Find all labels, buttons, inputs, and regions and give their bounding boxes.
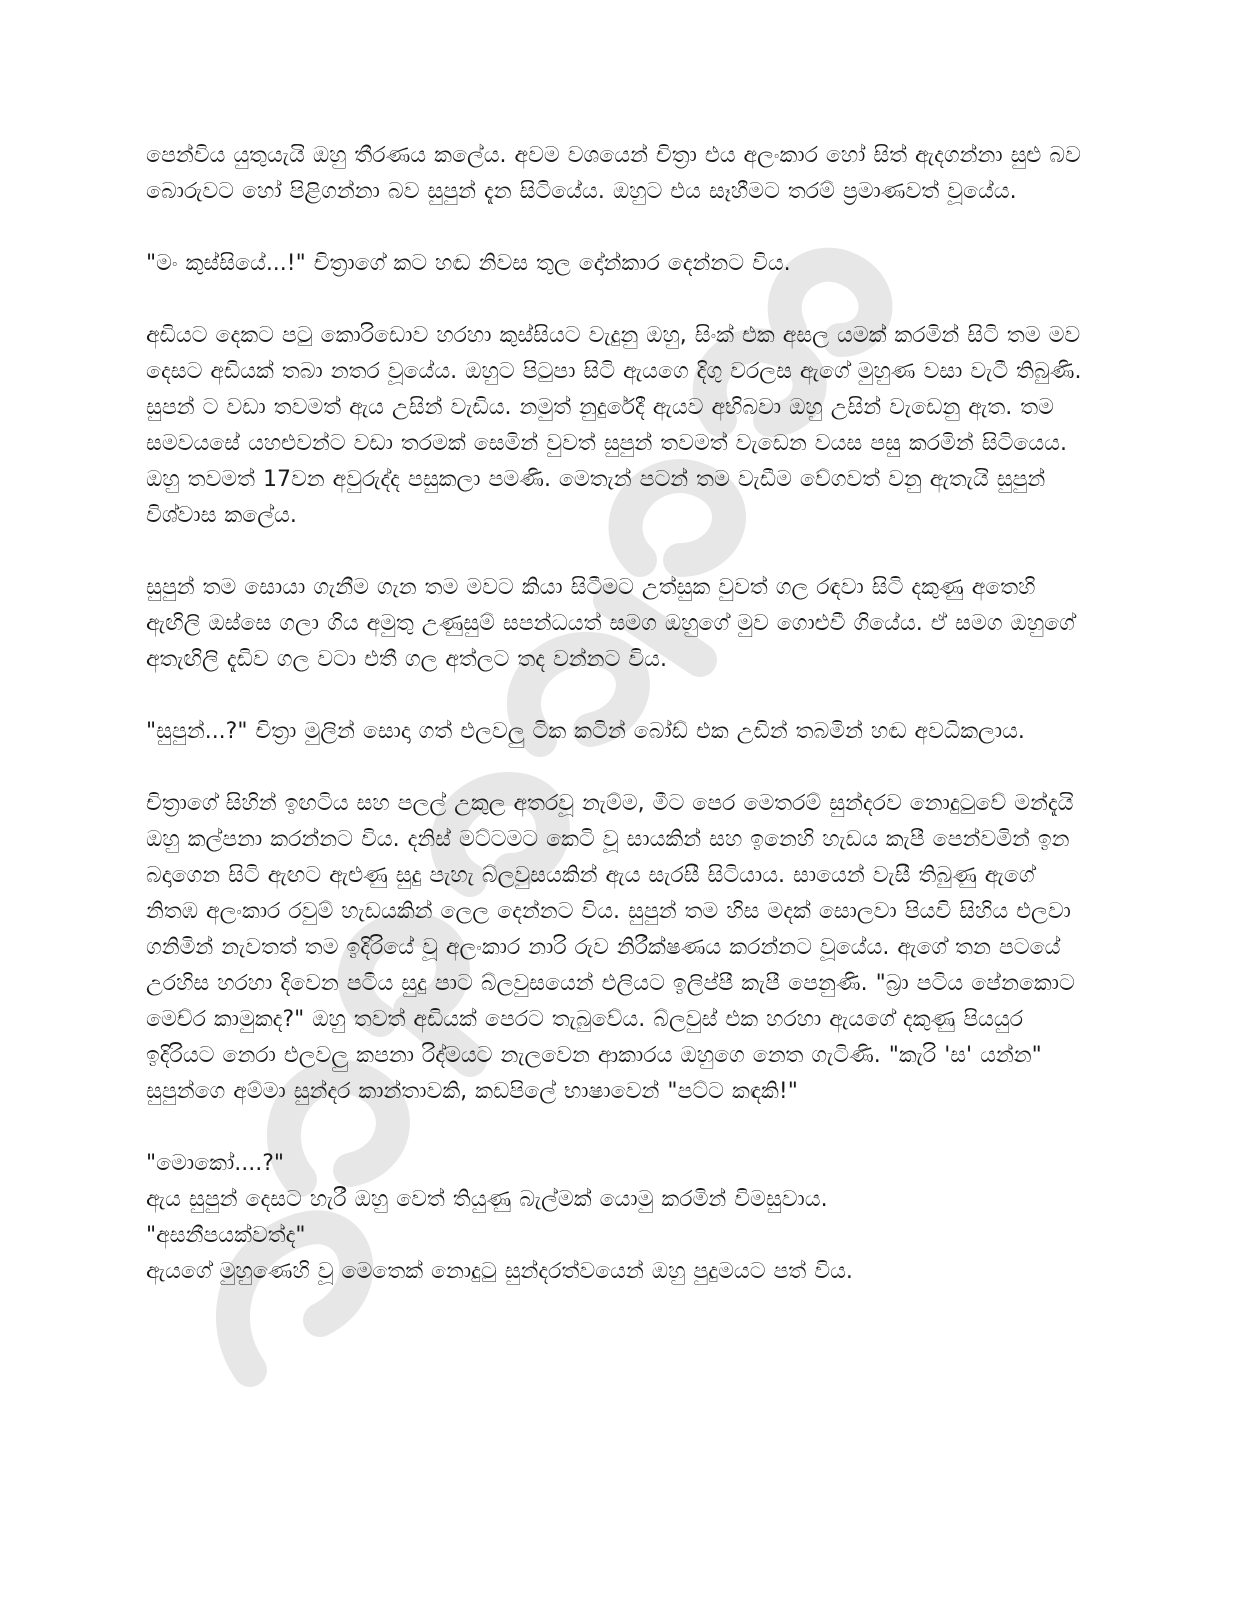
paragraph-4: සුපුන් තම සොයා ගැනීම ගැන තම මවට කියා සිටීමට උත්සුක වුවත් ගල රඳවා සිටි දකුණු අතෙහි ඇඟිලි ඔස්සෙ ගලා ගිය අමුතු උණුසුම් සපන්ධයත් සමග ඔහුගේ මුව ගොළුවී ගියේය. ඒ සමග ඔහුගේ අතැඟිලි දැඩිව ගල වටා එතී ගල අත්ලට තද වන්නට විය. [146, 575, 1075, 672]
paragraph-2: "මං කුස්සියේ...!" චිත්‍රාගේ කට හඬ නිවස තුල දෝන්කාර දෙන්නට විය. [146, 251, 791, 276]
document-body [146, 138, 1082, 1290]
dialogue-line-1: "මොකෝ....?" [146, 1151, 285, 1176]
paragraph-6: චිත්‍රාගේ සිහින් ඉඟටිය සහ පලල් උකුල අතරවූ නැම්ම, මීට පෙර මෙතරම් සුන්දරව නොදුටුවේ මන්දැයි ඔහු කල්පනා කරන්නට විය. දනිස් මට්ටමට කෙටි වූ සායකින් සහ ඉනෙහි හැඩය කැපී පෙන්වමින් ඉන බදාගෙන සිටි ඇඟට ඇළුණු සුදු පැහැ බ්ලවුසයකින් ඇය සැරසී සිටියාය. සායෙන් වැසී තිබුණු ඇගේ නිතඹ අලංකාර රවුම් හැඩයකින් ලෙල දෙන්නට විය. සුපුන් තම හිස මදක් සොලවා පියවි සිහිය එලවා ගනිමින් නැවතත් තම ඉදිරියේ වූ අලංකාර නාරි රුව නිරීක්ෂණය කරන්නට වූයේය. ඇගේ තන පටයේ උරහිස හරහා දිවෙන පටිය සුදු පාට බ්ලවුසයෙන් එලියට ඉලිප්පී කැපී පෙනුණි. "බ්‍රා පටිය පේනකොට මෙච්ර කාමුකද?" ඔහු තවත් අඩියක් පෙරට තැබුවේය. බ්ලවුස් එක හරහා ඇයගේ දකුණු පියයුර ඉදිරියට නෙරා එලවලු කපනා රිද්මයට නැලවෙන ආකාරය ඔහුගෙ නෙත ගැටිණි. "කැරි 'ස' යන්න" සුපුන්ගෙ අම්මා සුන්දර කාන්තාවකි, කඩපිලේ භාෂාවෙන් "පට්ට කඳකි!" [146, 791, 1075, 1104]
paragraph-3: අඩියට දෙකට පටු කොරිඩොව හරහා කුස්සියට වැදුනු ඔහු, සිංක් එක අසල යමක් කරමින් සිටි තම මව දෙසට අඩියක් තබා නතර වූයේය. ඔහුට පිටුපා සිටි ඇයගෙ දිගු වරලස ඇගේ මුහුණ වසා වැටී තිබුණි. සුපන් ට වඩා තවමත් ඇය උසින් වැඩිය. නමුත් නුදුරේදී ඇයව අභිබවා ඔහු උසින් වැඩෙනු ඇත. තම සමවයසේ යහළුවන්ට වඩා තරමක් සෙමින් වුවත් සුපුන් තවමත් වැඩෙන වයස පසු කරමින් සිටියෙය. ඔහු තවමත් 17වන අවුරුද්ද පසුකලා පමණි. මෙතැන් පටන් තම වැඩීම වේගවත් වනු ඇතැයි සුපුන් විශ්වාස කලේය. [146, 323, 1082, 528]
paragraph-5: "සුපුන්...?" චිත්‍රා මුලින් සොදා ගත් එලවලු ටික කටින් බෝඩ් එක උඩින් තබමින් හඬ අවධිකලාය. [146, 719, 1025, 744]
dialogue-line-2: ඇය සුපුන් දෙසට හැරී ඔහු වෙත් තියුණු බැල්මක් යොමු කරමින් විමසුවාය. [146, 1187, 828, 1212]
paragraph-1: පෙන්විය යුතුයැයි ඔහු තීරණය කලේය. අවම වශයෙන් චිත්‍රා එය අලංකාර හෝ සිත් ඇදගන්නා සුළු බව බොරුවට හෝ පිළිගන්නා බව සුපුන් දැන සිටියේය. ඔහුට එය සෑහීමට තරම් ප්‍රමාණවත් වූයේය. [146, 143, 1081, 204]
dialogue-line-4: ඇයගේ මුහුණෙහි වූ මෙතෙක් නොදුටු සුන්දරත්වයෙන් ඔහු පුදුමයට පත් විය. [146, 1259, 853, 1284]
dialogue-line-3: "අසනීපයක්වත්ද" [146, 1223, 306, 1248]
